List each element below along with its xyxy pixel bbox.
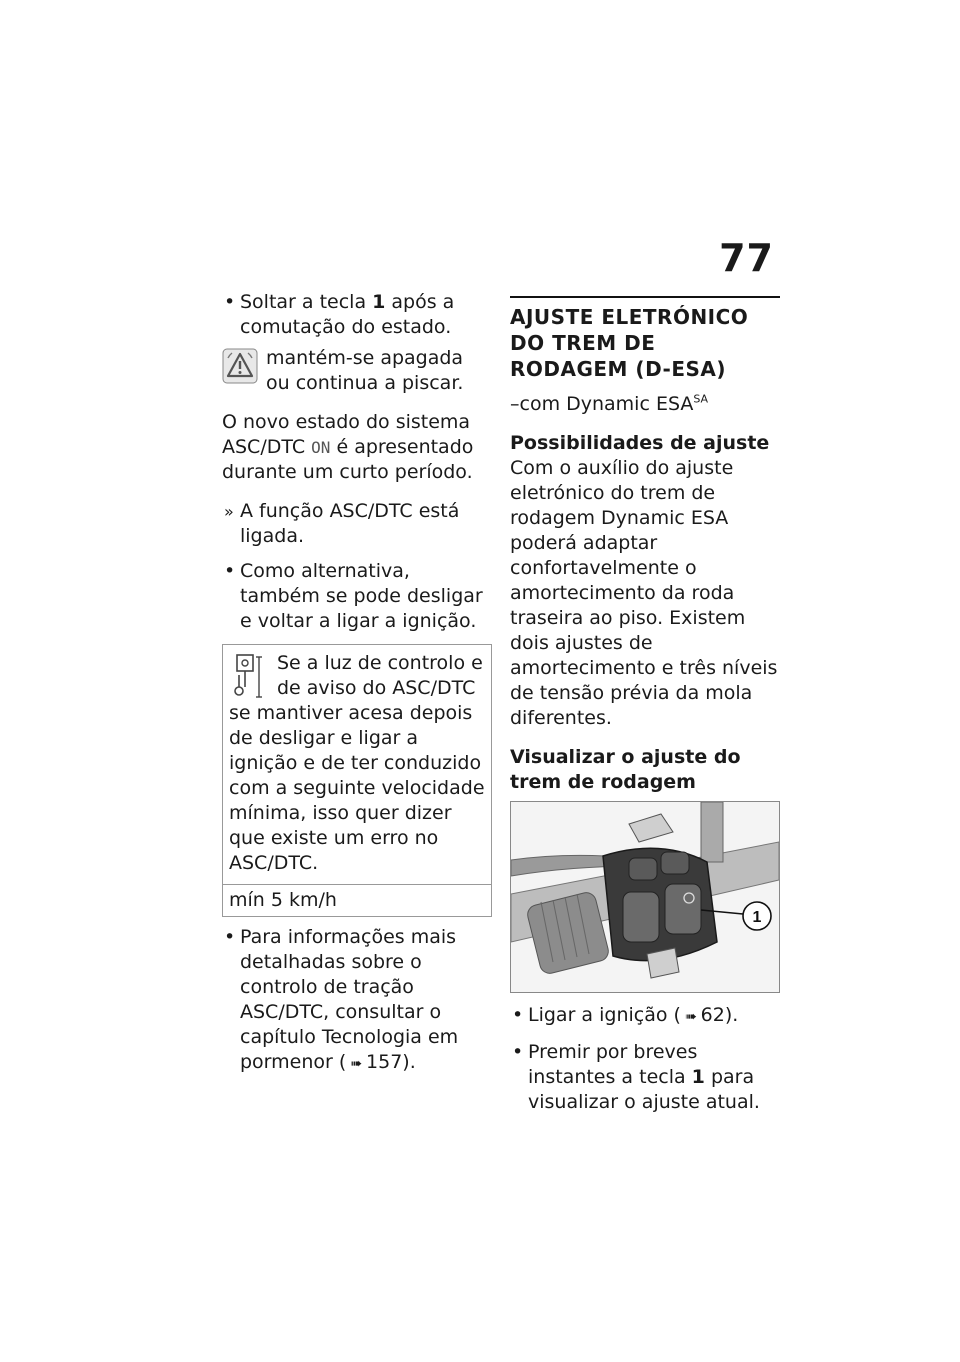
- sub-heading: Visualizar o ajuste do trem de rodagem: [510, 746, 741, 793]
- warning-light-icon: [222, 348, 258, 384]
- section-title: AJUSTE ELETRÓNICO DO TREM DE RODAGEM (D-ESA): [510, 305, 749, 381]
- variant-line: [510, 392, 780, 417]
- note-text: Se a luz de controlo e de aviso do ASC/DTC se mantiver acesa depois de desligar e ligar a ignição e de ter conduzido com a seguinte velocidade mínima, isso quer dizer que existe um erro no ASC/DTC.: [229, 652, 485, 874]
- handlebar-switch-figure: [510, 801, 780, 993]
- result-mark-icon: »: [224, 502, 234, 521]
- status-paragraph: [222, 410, 492, 485]
- warning-row: [222, 346, 492, 396]
- list-item: • Ligar a ignição ( ➠ 62).: [510, 1003, 780, 1030]
- result-text: A função ASC/DTC está ligada.: [240, 500, 460, 547]
- result-item: [222, 499, 492, 549]
- bullet-text-tail: para visualizar o ajuste atual.: [528, 1066, 760, 1113]
- bullet-text: Para informações mais detalhadas sobre o controlo de tração ASC/DTC, consultar o capítulo Tecnologia em pormenor: [240, 926, 459, 1073]
- warning-text: mantém-se apagada ou continua a piscar.: [266, 347, 464, 394]
- display-code: ON: [311, 438, 331, 457]
- bullet-text: Soltar a tecla: [240, 291, 373, 313]
- body-paragraph: Com o auxílio do ajuste eletrónico do trem de rodagem Dynamic ESA poderá adaptar confortavelmente o amortecimento da roda traseira ao piso. Existem dois ajustes de amortecimento e três níveis de tensão prévia da mola diferentes.: [510, 457, 778, 729]
- list-item: [222, 559, 492, 634]
- bullet-text: Premir por breves instantes a tecla: [528, 1041, 698, 1088]
- special-accessory-mark: SA: [693, 392, 709, 406]
- page-number: 77: [719, 236, 774, 280]
- section-divider: [510, 296, 780, 298]
- bullet-text: Ligar a ignição: [528, 1004, 668, 1026]
- left-column: [222, 290, 492, 1087]
- list-item: [510, 1040, 780, 1115]
- list-item: • Para informações mais detalhadas sobre o controlo de tração ASC/DTC, consultar o capítulo Tecnologia em pormenor ( ➠ 157).: [222, 925, 492, 1077]
- right-column: [510, 290, 780, 1125]
- key-number: 1: [372, 291, 386, 313]
- bullet-text-tail: após a comutação do estado.: [240, 291, 455, 338]
- page-reference[interactable]: 157: [366, 1051, 403, 1073]
- technical-note-icon: [229, 653, 269, 699]
- page-reference-arrow-icon: ➠: [350, 1056, 363, 1072]
- figure-callout-label: 1: [752, 909, 762, 926]
- variant-text: –com Dynamic ESA: [510, 393, 694, 415]
- key-number: 1: [691, 1066, 705, 1088]
- paragraph-text: O novo estado do sistema ASC/DTC: [222, 411, 471, 458]
- note-footer: mín 5 km/h: [223, 884, 491, 916]
- note-box: [222, 644, 492, 917]
- bullet-text: Como alternativa, também se pode desligar e voltar a ligar a ignição.: [240, 560, 483, 632]
- sub-heading: Possibilidades de ajuste: [510, 432, 770, 454]
- page-reference[interactable]: 62: [700, 1004, 725, 1026]
- paragraph-text-tail: é apresentado durante um curto período.: [222, 436, 474, 483]
- page-reference-arrow-icon: ➠: [684, 1009, 697, 1025]
- list-item: [222, 290, 492, 340]
